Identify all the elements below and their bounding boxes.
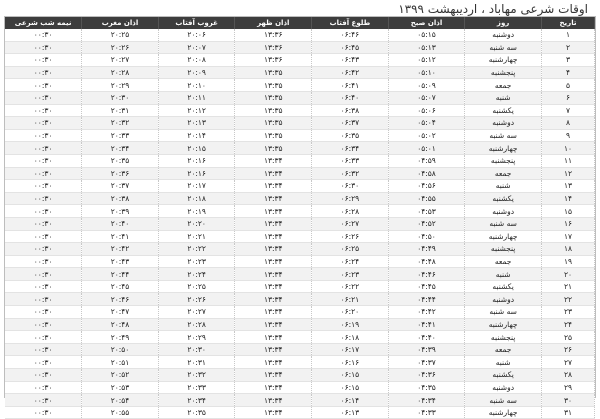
table-row: [5, 66, 595, 79]
table-cell: ۰۴:۴۹: [388, 243, 465, 256]
table-row: [5, 129, 595, 142]
table-row: [5, 255, 595, 268]
table-cell: ۲۸: [541, 369, 594, 382]
table-row: [5, 369, 595, 382]
table-cell: ۲۰:۳۰: [158, 343, 235, 356]
table-row: [5, 343, 595, 356]
table-cell: ۰۰:۳۰: [5, 394, 82, 407]
table-cell: دوشنبه: [465, 29, 542, 41]
table-cell: ۰۰:۳۰: [5, 41, 82, 54]
table-cell: ۲۰:۲۱: [158, 230, 235, 243]
table-cell: ۲۰:۰۸: [158, 54, 235, 67]
table-cell: شنبه: [465, 180, 542, 193]
table-cell: ۱۴: [541, 192, 594, 205]
table-cell: ۲۰:۵۵: [82, 406, 159, 419]
table-cell: ۰۴:۴۵: [388, 280, 465, 293]
table-cell: ۲۰:۲۰: [158, 217, 235, 230]
table-cell: ۰۰:۳۰: [5, 180, 82, 193]
table-cell: ۲۰:۳۶: [82, 167, 159, 180]
table-cell: ۵: [541, 79, 594, 92]
column-header: اذان ظهر: [235, 17, 312, 29]
table-cell: ۱۳:۳۶: [235, 54, 312, 67]
column-header: تاریخ: [541, 17, 594, 29]
table-cell: ۲۰:۲۵: [82, 29, 159, 41]
table-cell: شنبه: [465, 268, 542, 281]
table-cell: ۲۰:۰۷: [158, 41, 235, 54]
table-cell: ۰۰:۳۰: [5, 129, 82, 142]
table-cell: ۰۵:۰۶: [388, 104, 465, 117]
table-cell: ۲۰:۱۷: [158, 180, 235, 193]
table-cell: ۲۰:۲۲: [158, 243, 235, 256]
table-cell: ۲۰:۱۶: [158, 167, 235, 180]
table-cell: پنجشنبه: [465, 331, 542, 344]
table-cell: ۲۰:۲۵: [158, 280, 235, 293]
table-cell: ۰۴:۴۸: [388, 255, 465, 268]
table-cell: ۰۶:۲۲: [312, 280, 389, 293]
table-cell: ۲۰:۲۷: [82, 54, 159, 67]
table-cell: ۸: [541, 117, 594, 130]
table-cell: یکشنبه: [465, 369, 542, 382]
table-cell: ۰۰:۳۰: [5, 331, 82, 344]
table-cell: ۲۳: [541, 306, 594, 319]
table-cell: ۰۵:۱۲: [388, 54, 465, 67]
table-cell: ۰۴:۳۶: [388, 369, 465, 382]
table-cell: دوشنبه: [465, 205, 542, 218]
table-cell: ۱۰: [541, 142, 594, 155]
table-cell: ۱۳:۳۴: [235, 394, 312, 407]
table-cell: ۲۰:۲۳: [158, 255, 235, 268]
table-cell: ۰۰:۳۰: [5, 230, 82, 243]
table-cell: ۱۹: [541, 255, 594, 268]
table-cell: ۳: [541, 54, 594, 67]
table-row: [5, 54, 595, 67]
table-cell: ۰۴:۳۳: [388, 406, 465, 419]
table-cell: ۰۰:۳۰: [5, 343, 82, 356]
table-cell: ۲۰:۱۹: [158, 205, 235, 218]
table-cell: ۰۰:۳۰: [5, 306, 82, 319]
table-cell: ۰۶:۲۷: [312, 217, 389, 230]
table-cell: ۰۴:۵۶: [388, 180, 465, 193]
table-cell: ۲۴: [541, 318, 594, 331]
table-row: [5, 79, 595, 92]
table-cell: ۱۳:۳۴: [235, 154, 312, 167]
table-cell: ۱۳:۳۶: [235, 41, 312, 54]
table-cell: ۰۶:۴۳: [312, 54, 389, 67]
table-cell: ۰۶:۲۰: [312, 306, 389, 319]
table-cell: ۰۵:۰۴: [388, 117, 465, 130]
table-cell: ۰۰:۳۰: [5, 268, 82, 281]
table-cell: ۱۳:۳۶: [235, 29, 312, 41]
table-cell: ۲۰:۲۸: [82, 66, 159, 79]
table-cell: ۰۴:۴۲: [388, 306, 465, 319]
table-cell: ۱۳:۳۵: [235, 66, 312, 79]
table-row: [5, 104, 595, 117]
table-cell: ۱۱: [541, 154, 594, 167]
table-cell: سه شنبه: [465, 306, 542, 319]
table-cell: ۲۹: [541, 381, 594, 394]
table-cell: ۱۳:۳۴: [235, 356, 312, 369]
table-cell: ۰۶:۴۶: [312, 29, 389, 41]
table-cell: چهارشنبه: [465, 54, 542, 67]
table-cell: ۹: [541, 129, 594, 142]
table-row: [5, 230, 595, 243]
table-cell: ۲۰:۱۰: [158, 79, 235, 92]
table-cell: ۲۰:۳۱: [158, 356, 235, 369]
table-cell: ۰۶:۱۷: [312, 343, 389, 356]
table-cell: ۰۰:۳۰: [5, 167, 82, 180]
table-row: [5, 91, 595, 104]
table-cell: ۱۳:۳۵: [235, 117, 312, 130]
table-cell: ۲۰:۲۶: [158, 293, 235, 306]
table-cell: ۲۰:۴۳: [82, 255, 159, 268]
table-cell: چهارشنبه: [465, 230, 542, 243]
table-cell: ۰۰:۳۰: [5, 381, 82, 394]
table-cell: ۰۴:۳۴: [388, 394, 465, 407]
table-cell: ۰۵:۱۰: [388, 66, 465, 79]
prayer-times-table-container: [4, 16, 596, 418]
table-cell: ۲۰: [541, 268, 594, 281]
table-row: [5, 331, 595, 344]
table-cell: ۲۲: [541, 293, 594, 306]
table-cell: ۲۰:۳۵: [158, 406, 235, 419]
table-cell: ۱۳:۳۴: [235, 293, 312, 306]
table-cell: جمعه: [465, 167, 542, 180]
table-cell: جمعه: [465, 255, 542, 268]
table-cell: چهارشنبه: [465, 406, 542, 419]
table-row: [5, 205, 595, 218]
table-cell: ۰۶:۳۳: [312, 154, 389, 167]
table-cell: ۲۰:۴۵: [82, 280, 159, 293]
table-cell: ۱۳:۳۴: [235, 381, 312, 394]
table-cell: ۲۰:۳۸: [82, 192, 159, 205]
column-header: نیمه شب شرعی: [5, 17, 82, 29]
table-cell: ۰۰:۳۰: [5, 117, 82, 130]
table-cell: ۲۰:۵۲: [82, 369, 159, 382]
table-cell: ۱۳:۳۴: [235, 255, 312, 268]
table-cell: ۰۴:۳۹: [388, 343, 465, 356]
table-cell: ۰۴:۳۷: [388, 356, 465, 369]
table-cell: ۰۰:۳۰: [5, 54, 82, 67]
table-cell: ۰۰:۳۰: [5, 104, 82, 117]
table-cell: ۱۳:۳۴: [235, 343, 312, 356]
table-cell: ۱۳:۳۴: [235, 331, 312, 344]
table-row: [5, 318, 595, 331]
table-cell: ۰۶:۲۹: [312, 192, 389, 205]
table-row: [5, 243, 595, 256]
table-cell: ۰۴:۵۲: [388, 217, 465, 230]
table-cell: سه شنبه: [465, 41, 542, 54]
table-cell: ۰۰:۳۰: [5, 205, 82, 218]
table-cell: ۲۰:۵۰: [82, 343, 159, 356]
table-cell: ۱۷: [541, 230, 594, 243]
table-cell: ۰۶:۳۴: [312, 142, 389, 155]
table-row: [5, 394, 595, 407]
page-title: اوقات شرعی مهاباد ، اردیبهشت ۱۳۹۹: [398, 2, 588, 16]
table-cell: ۲۰:۴۶: [82, 293, 159, 306]
table-cell: ۱۳: [541, 180, 594, 193]
table-cell: ۶: [541, 91, 594, 104]
table-cell: ۲۰:۳۲: [82, 117, 159, 130]
table-cell: ۰۶:۴۲: [312, 66, 389, 79]
table-cell: ۰۶:۱۵: [312, 369, 389, 382]
table-cell: ۰۵:۱۳: [388, 41, 465, 54]
table-cell: ۰۴:۴۰: [388, 331, 465, 344]
table-cell: ۱۵: [541, 205, 594, 218]
table-cell: ۰۴:۴۱: [388, 318, 465, 331]
table-cell: ۰۵:۰۲: [388, 129, 465, 142]
table-cell: ۰۰:۳۰: [5, 91, 82, 104]
table-cell: ۲۰:۳۴: [82, 142, 159, 155]
table-cell: ۲۰:۵۴: [82, 394, 159, 407]
table-cell: ۰۶:۳۸: [312, 104, 389, 117]
table-cell: ۲۰:۲۸: [158, 318, 235, 331]
table-cell: ۲۰:۳۹: [82, 205, 159, 218]
table-cell: دوشنبه: [465, 293, 542, 306]
table-cell: ۱۳:۳۴: [235, 243, 312, 256]
table-row: [5, 154, 595, 167]
table-cell: ۰۶:۴۰: [312, 91, 389, 104]
table-header-row: [5, 17, 595, 29]
table-cell: ۰۰:۳۰: [5, 29, 82, 41]
table-cell: ۱۳:۳۵: [235, 91, 312, 104]
table-cell: ۲۰:۳۷: [82, 180, 159, 193]
table-cell: ۰۰:۳۰: [5, 142, 82, 155]
table-cell: ۲۰:۳۳: [82, 129, 159, 142]
column-header: طلوع آفتاب: [312, 17, 389, 29]
table-cell: ۱۳:۳۴: [235, 167, 312, 180]
table-cell: ۲۰:۱۳: [158, 117, 235, 130]
table-cell: ۱۳:۳۴: [235, 217, 312, 230]
table-cell: ۰۰:۳۰: [5, 79, 82, 92]
table-cell: ۰۶:۳۷: [312, 117, 389, 130]
table-cell: پنجشنبه: [465, 154, 542, 167]
table-cell: پنجشنبه: [465, 66, 542, 79]
table-cell: ۲۰:۴۱: [82, 230, 159, 243]
table-cell: ۰۰:۳۰: [5, 66, 82, 79]
table-cell: ۱۳:۳۵: [235, 104, 312, 117]
table-cell: چهارشنبه: [465, 318, 542, 331]
table-cell: ۰۶:۱۶: [312, 356, 389, 369]
table-cell: ۰۰:۳۰: [5, 293, 82, 306]
table-cell: ۰۶:۲۸: [312, 205, 389, 218]
table-cell: ۲۰:۲۶: [82, 41, 159, 54]
table-cell: ۰۰:۳۰: [5, 406, 82, 419]
table-cell: ۲۰:۴۰: [82, 217, 159, 230]
table-cell: ۲۰:۳۳: [158, 381, 235, 394]
table-cell: ۰۶:۱۵: [312, 381, 389, 394]
table-cell: جمعه: [465, 343, 542, 356]
table-cell: ۳۱: [541, 406, 594, 419]
table-cell: ۰۰:۳۰: [5, 356, 82, 369]
table-cell: ۱۳:۳۴: [235, 369, 312, 382]
prayer-times-table: [5, 17, 595, 419]
table-row: [5, 217, 595, 230]
table-row: [5, 192, 595, 205]
table-cell: ۱۳:۳۴: [235, 268, 312, 281]
table-cell: پنجشنبه: [465, 243, 542, 256]
table-cell: ۲۰:۲۴: [158, 268, 235, 281]
table-cell: شنبه: [465, 356, 542, 369]
table-cell: ۱: [541, 29, 594, 41]
table-cell: ۰۶:۳۲: [312, 167, 389, 180]
table-cell: ۲۰:۱۲: [158, 104, 235, 117]
table-cell: ۲۰:۱۱: [158, 91, 235, 104]
table-cell: ۰۰:۳۰: [5, 243, 82, 256]
table-row: [5, 117, 595, 130]
table-cell: دوشنبه: [465, 381, 542, 394]
table-cell: ۰۰:۳۰: [5, 318, 82, 331]
table-cell: ۲۰:۱۵: [158, 142, 235, 155]
table-cell: ۰۰:۳۰: [5, 255, 82, 268]
table-cell: جمعه: [465, 79, 542, 92]
table-cell: ۱۳:۳۴: [235, 230, 312, 243]
table-cell: ۰۰:۳۰: [5, 192, 82, 205]
table-cell: ۰۶:۱۳: [312, 406, 389, 419]
table-cell: ۰۰:۳۰: [5, 369, 82, 382]
table-cell: ۰۶:۴۱: [312, 79, 389, 92]
table-cell: ۲۰:۱۴: [158, 129, 235, 142]
table-cell: ۲۰:۳۲: [158, 369, 235, 382]
table-cell: ۲۰:۳۰: [82, 91, 159, 104]
table-cell: ۱۶: [541, 217, 594, 230]
table-cell: ۰۰:۳۰: [5, 280, 82, 293]
table-cell: ۲۰:۱۶: [158, 154, 235, 167]
table-cell: ۲۰:۴۴: [82, 268, 159, 281]
table-cell: ۱۲: [541, 167, 594, 180]
table-cell: ۱۳:۳۴: [235, 406, 312, 419]
table-row: [5, 406, 595, 419]
table-cell: ۰۴:۳۵: [388, 381, 465, 394]
table-cell: ۰۶:۳۵: [312, 129, 389, 142]
table-row: [5, 280, 595, 293]
table-row: [5, 180, 595, 193]
table-cell: ۲۱: [541, 280, 594, 293]
table-cell: ۰۴:۴۴: [388, 293, 465, 306]
table-cell: ۰۶:۲۱: [312, 293, 389, 306]
table-cell: شنبه: [465, 91, 542, 104]
column-header: اذان مغرب: [82, 17, 159, 29]
table-row: [5, 381, 595, 394]
table-row: [5, 293, 595, 306]
table-cell: ۱۳:۳۴: [235, 306, 312, 319]
table-cell: ۲۰:۱۸: [158, 192, 235, 205]
table-cell: ۱۳:۳۵: [235, 142, 312, 155]
table-cell: ۰۶:۴۵: [312, 41, 389, 54]
table-cell: ۰۵:۰۹: [388, 79, 465, 92]
table-cell: سه شنبه: [465, 217, 542, 230]
table-cell: ۰۵:۰۷: [388, 91, 465, 104]
table-cell: ۲۰:۳۵: [82, 154, 159, 167]
table-cell: دوشنبه: [465, 117, 542, 130]
table-cell: یکشنبه: [465, 104, 542, 117]
table-cell: ۲۰:۲۹: [158, 331, 235, 344]
table-cell: ۲۰:۲۷: [158, 306, 235, 319]
table-row: [5, 29, 595, 41]
table-cell: ۴: [541, 66, 594, 79]
column-header: اذان صبح: [388, 17, 465, 29]
table-cell: ۱۳:۳۵: [235, 129, 312, 142]
table-cell: یکشنبه: [465, 280, 542, 293]
table-cell: ۲۰:۰۹: [158, 66, 235, 79]
table-cell: ۲۰:۴۹: [82, 331, 159, 344]
table-cell: ۲۰:۰۶: [158, 29, 235, 41]
table-cell: ۰۵:۱۵: [388, 29, 465, 41]
table-cell: ۰۶:۲۶: [312, 230, 389, 243]
table-cell: ۲۰:۳۱: [82, 104, 159, 117]
table-cell: ۳۰: [541, 394, 594, 407]
table-cell: ۰۶:۳۰: [312, 180, 389, 193]
table-cell: ۱۳:۳۴: [235, 180, 312, 193]
table-cell: ۲۰:۴۷: [82, 306, 159, 319]
table-cell: ۰۶:۲۵: [312, 243, 389, 256]
table-cell: ۲۰:۵۳: [82, 381, 159, 394]
table-row: [5, 142, 595, 155]
table-cell: ۲۰:۴۲: [82, 243, 159, 256]
table-cell: ۰۶:۲۳: [312, 268, 389, 281]
table-cell: ۲۰:۳۴: [158, 394, 235, 407]
table-cell: ۰۴:۵۹: [388, 154, 465, 167]
table-row: [5, 306, 595, 319]
column-header: غروب آفتاب: [158, 17, 235, 29]
table-cell: ۰۶:۱۹: [312, 318, 389, 331]
table-cell: ۰۰:۳۰: [5, 154, 82, 167]
table-cell: ۱۳:۳۴: [235, 318, 312, 331]
table-cell: ۰۰:۳۰: [5, 217, 82, 230]
table-cell: ۰۴:۵۸: [388, 167, 465, 180]
table-cell: ۲۰:۲۹: [82, 79, 159, 92]
table-cell: ۰۶:۱۴: [312, 394, 389, 407]
table-cell: ۰۵:۰۱: [388, 142, 465, 155]
table-body: [5, 29, 595, 419]
table-cell: ۰۴:۵۰: [388, 230, 465, 243]
table-cell: ۰۶:۲۴: [312, 255, 389, 268]
column-header: روز: [465, 17, 542, 29]
table-cell: ۱۳:۳۵: [235, 79, 312, 92]
table-cell: ۰۴:۵۳: [388, 205, 465, 218]
table-cell: ۱۸: [541, 243, 594, 256]
table-cell: ۲: [541, 41, 594, 54]
table-cell: سه شنبه: [465, 129, 542, 142]
table-cell: ۲۵: [541, 331, 594, 344]
table-cell: ۲۷: [541, 356, 594, 369]
table-cell: چهارشنبه: [465, 142, 542, 155]
table-cell: ۰۴:۴۶: [388, 268, 465, 281]
table-cell: سه شنبه: [465, 394, 542, 407]
table-cell: ۰۴:۵۵: [388, 192, 465, 205]
table-cell: ۲۶: [541, 343, 594, 356]
table-row: [5, 356, 595, 369]
table-cell: ۲۰:۴۸: [82, 318, 159, 331]
table-row: [5, 167, 595, 180]
table-row: [5, 41, 595, 54]
table-cell: یکشنبه: [465, 192, 542, 205]
table-cell: ۷: [541, 104, 594, 117]
table-cell: ۱۳:۳۴: [235, 192, 312, 205]
table-cell: ۲۰:۵۱: [82, 356, 159, 369]
table-cell: ۱۳:۳۴: [235, 280, 312, 293]
table-row: [5, 268, 595, 281]
table-cell: ۰۶:۱۸: [312, 331, 389, 344]
table-cell: ۱۳:۳۴: [235, 205, 312, 218]
